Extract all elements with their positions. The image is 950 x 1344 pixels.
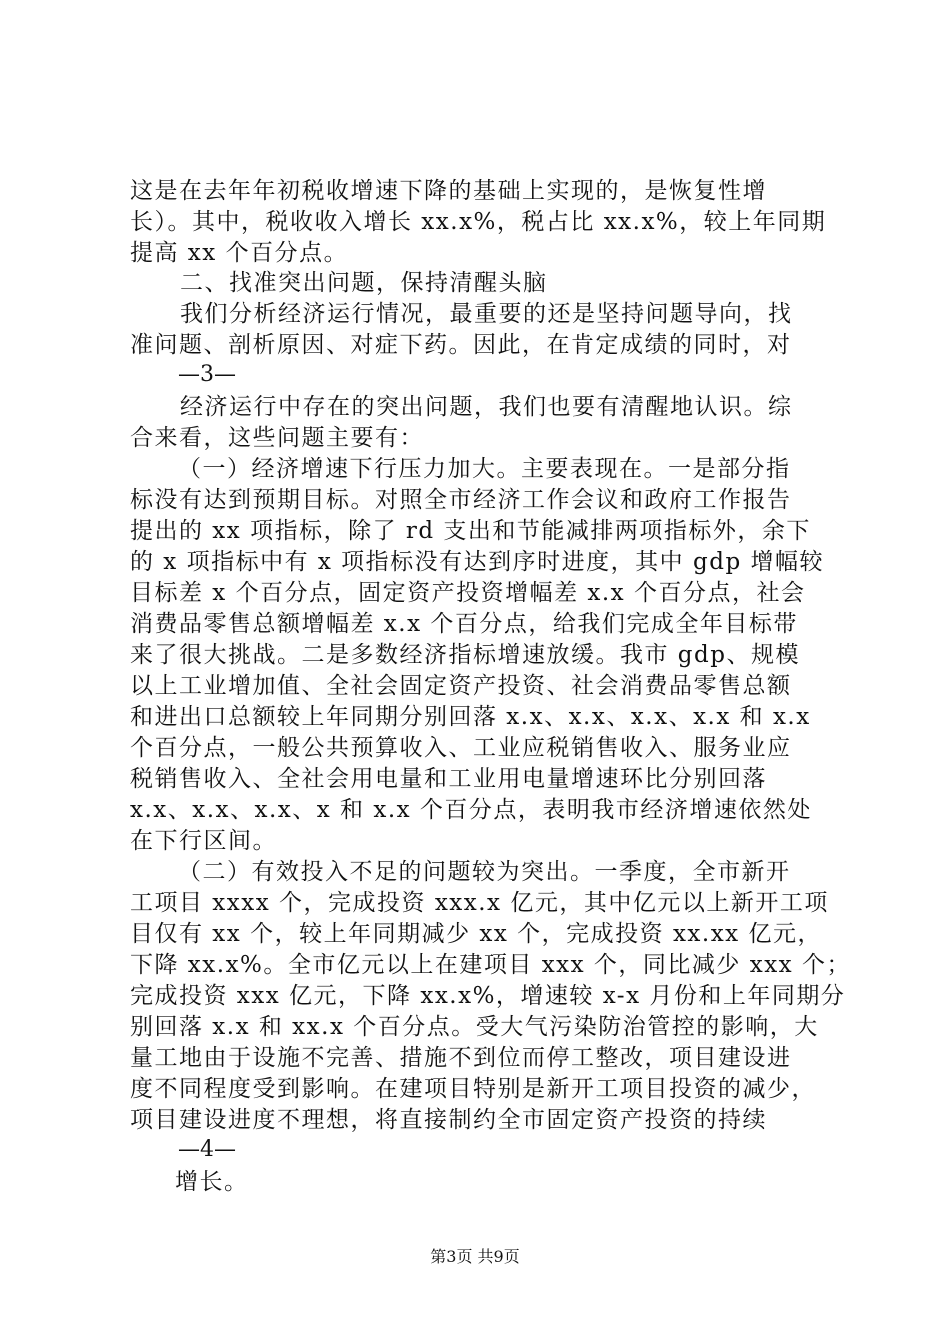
body-text-line: 的 x 项指标中有 x 项指标没有达到序时进度，其中 gdp 增幅较 bbox=[130, 549, 824, 575]
body-text-line: 合来看，这些问题主要有： bbox=[130, 425, 424, 451]
body-text-line: 这是在去年年初税收增速下降的基础上实现的，是恢复性增 bbox=[130, 178, 767, 204]
body-text-line: 准问题、剖析原因、对症下药。因此，在肯定成绩的同时，对 bbox=[130, 332, 792, 358]
section-heading: 二、找准突出问题，保持清醒头脑 bbox=[180, 270, 548, 296]
body-text-line: 工项目 xxxx 个，完成投资 xxx.x 亿元，其中亿元以上新开工项 bbox=[130, 890, 829, 916]
page-marker: —4— bbox=[178, 1137, 236, 1162]
body-text-line: 完成投资 xxx 亿元，下降 xx.x%，增速较 x-x 月份和上年同期分 bbox=[130, 983, 846, 1009]
body-text-line: 提出的 xx 项指标，除了 rd 支出和节能减排两项指标外，余下 bbox=[130, 518, 811, 544]
body-text-line: 长）。其中，税收收入增长 xx.x%，税占比 xx.x%，较上年同期 bbox=[130, 209, 827, 235]
body-text-line: 税销售收入、全社会用电量和工业用电量增速环比分别回落 bbox=[130, 766, 767, 792]
subsection-heading: （一）经济增速下行压力加大。主要表现在。一是部分指 bbox=[178, 456, 791, 482]
body-text-line: 下降 xx.x%。全市亿元以上在建项目 xxx 个，同比减少 xxx 个； bbox=[130, 952, 851, 978]
body-text-line: 提高 xx 个百分点。 bbox=[130, 240, 349, 266]
body-text-line: 在下行区间。 bbox=[130, 828, 277, 854]
body-text-line: 来了很大挑战。二是多数经济指标增速放缓。我市 gdp、规模 bbox=[130, 642, 800, 668]
body-text-line: 量工地由于设施不完善、措施不到位而停工整改，项目建设进 bbox=[130, 1045, 792, 1071]
body-text-line: 消费品零售总额增幅差 x.x 个百分点，给我们完成全年目标带 bbox=[130, 611, 798, 637]
body-text-line: 度不同程度受到影响。在建项目特别是新开工项目投资的减少， bbox=[130, 1076, 816, 1102]
body-text-line: 项目建设进度不理想，将直接制约全市固定资产投资的持续 bbox=[130, 1107, 767, 1133]
body-text-line: x.x、x.x、x.x、x 和 x.x 个百分点，表明我市经济增速依然处 bbox=[130, 797, 812, 823]
page-marker: —3— bbox=[178, 362, 236, 387]
body-text-line: 我们分析经济运行情况，最重要的还是坚持问题导向，找 bbox=[180, 301, 793, 327]
body-text-line: 别回落 x.x 和 xx.x 个百分点。受大气污染防治管控的影响，大 bbox=[130, 1014, 819, 1040]
body-text-line: 增长。 bbox=[175, 1169, 249, 1195]
body-text-line: 目仅有 xx 个，较上年同期减少 xx 个，完成投资 xx.xx 亿元， bbox=[130, 921, 822, 947]
body-text-line: 和进出口总额较上年同期分别回落 x.x、x.x、x.x、x.x 和 x.x bbox=[130, 704, 811, 730]
body-text-line: 以上工业增加值、全社会固定资产投资、社会消费品零售总额 bbox=[130, 673, 792, 699]
body-text-line: 目标差 x 个百分点，固定资产投资增幅差 x.x 个百分点，社会 bbox=[130, 580, 806, 606]
subsection-heading: （二）有效投入不足的问题较为突出。一季度，全市新开 bbox=[178, 859, 791, 885]
body-text-line: 个百分点，一般公共预算收入、工业应税销售收入、服务业应 bbox=[130, 735, 792, 761]
page-footer: 第3页 共9页 bbox=[430, 1247, 520, 1266]
body-text-line: 标没有达到预期目标。对照全市经济工作会议和政府工作报告 bbox=[130, 487, 792, 513]
body-text-line: 经济运行中存在的突出问题，我们也要有清醒地认识。综 bbox=[180, 394, 793, 420]
